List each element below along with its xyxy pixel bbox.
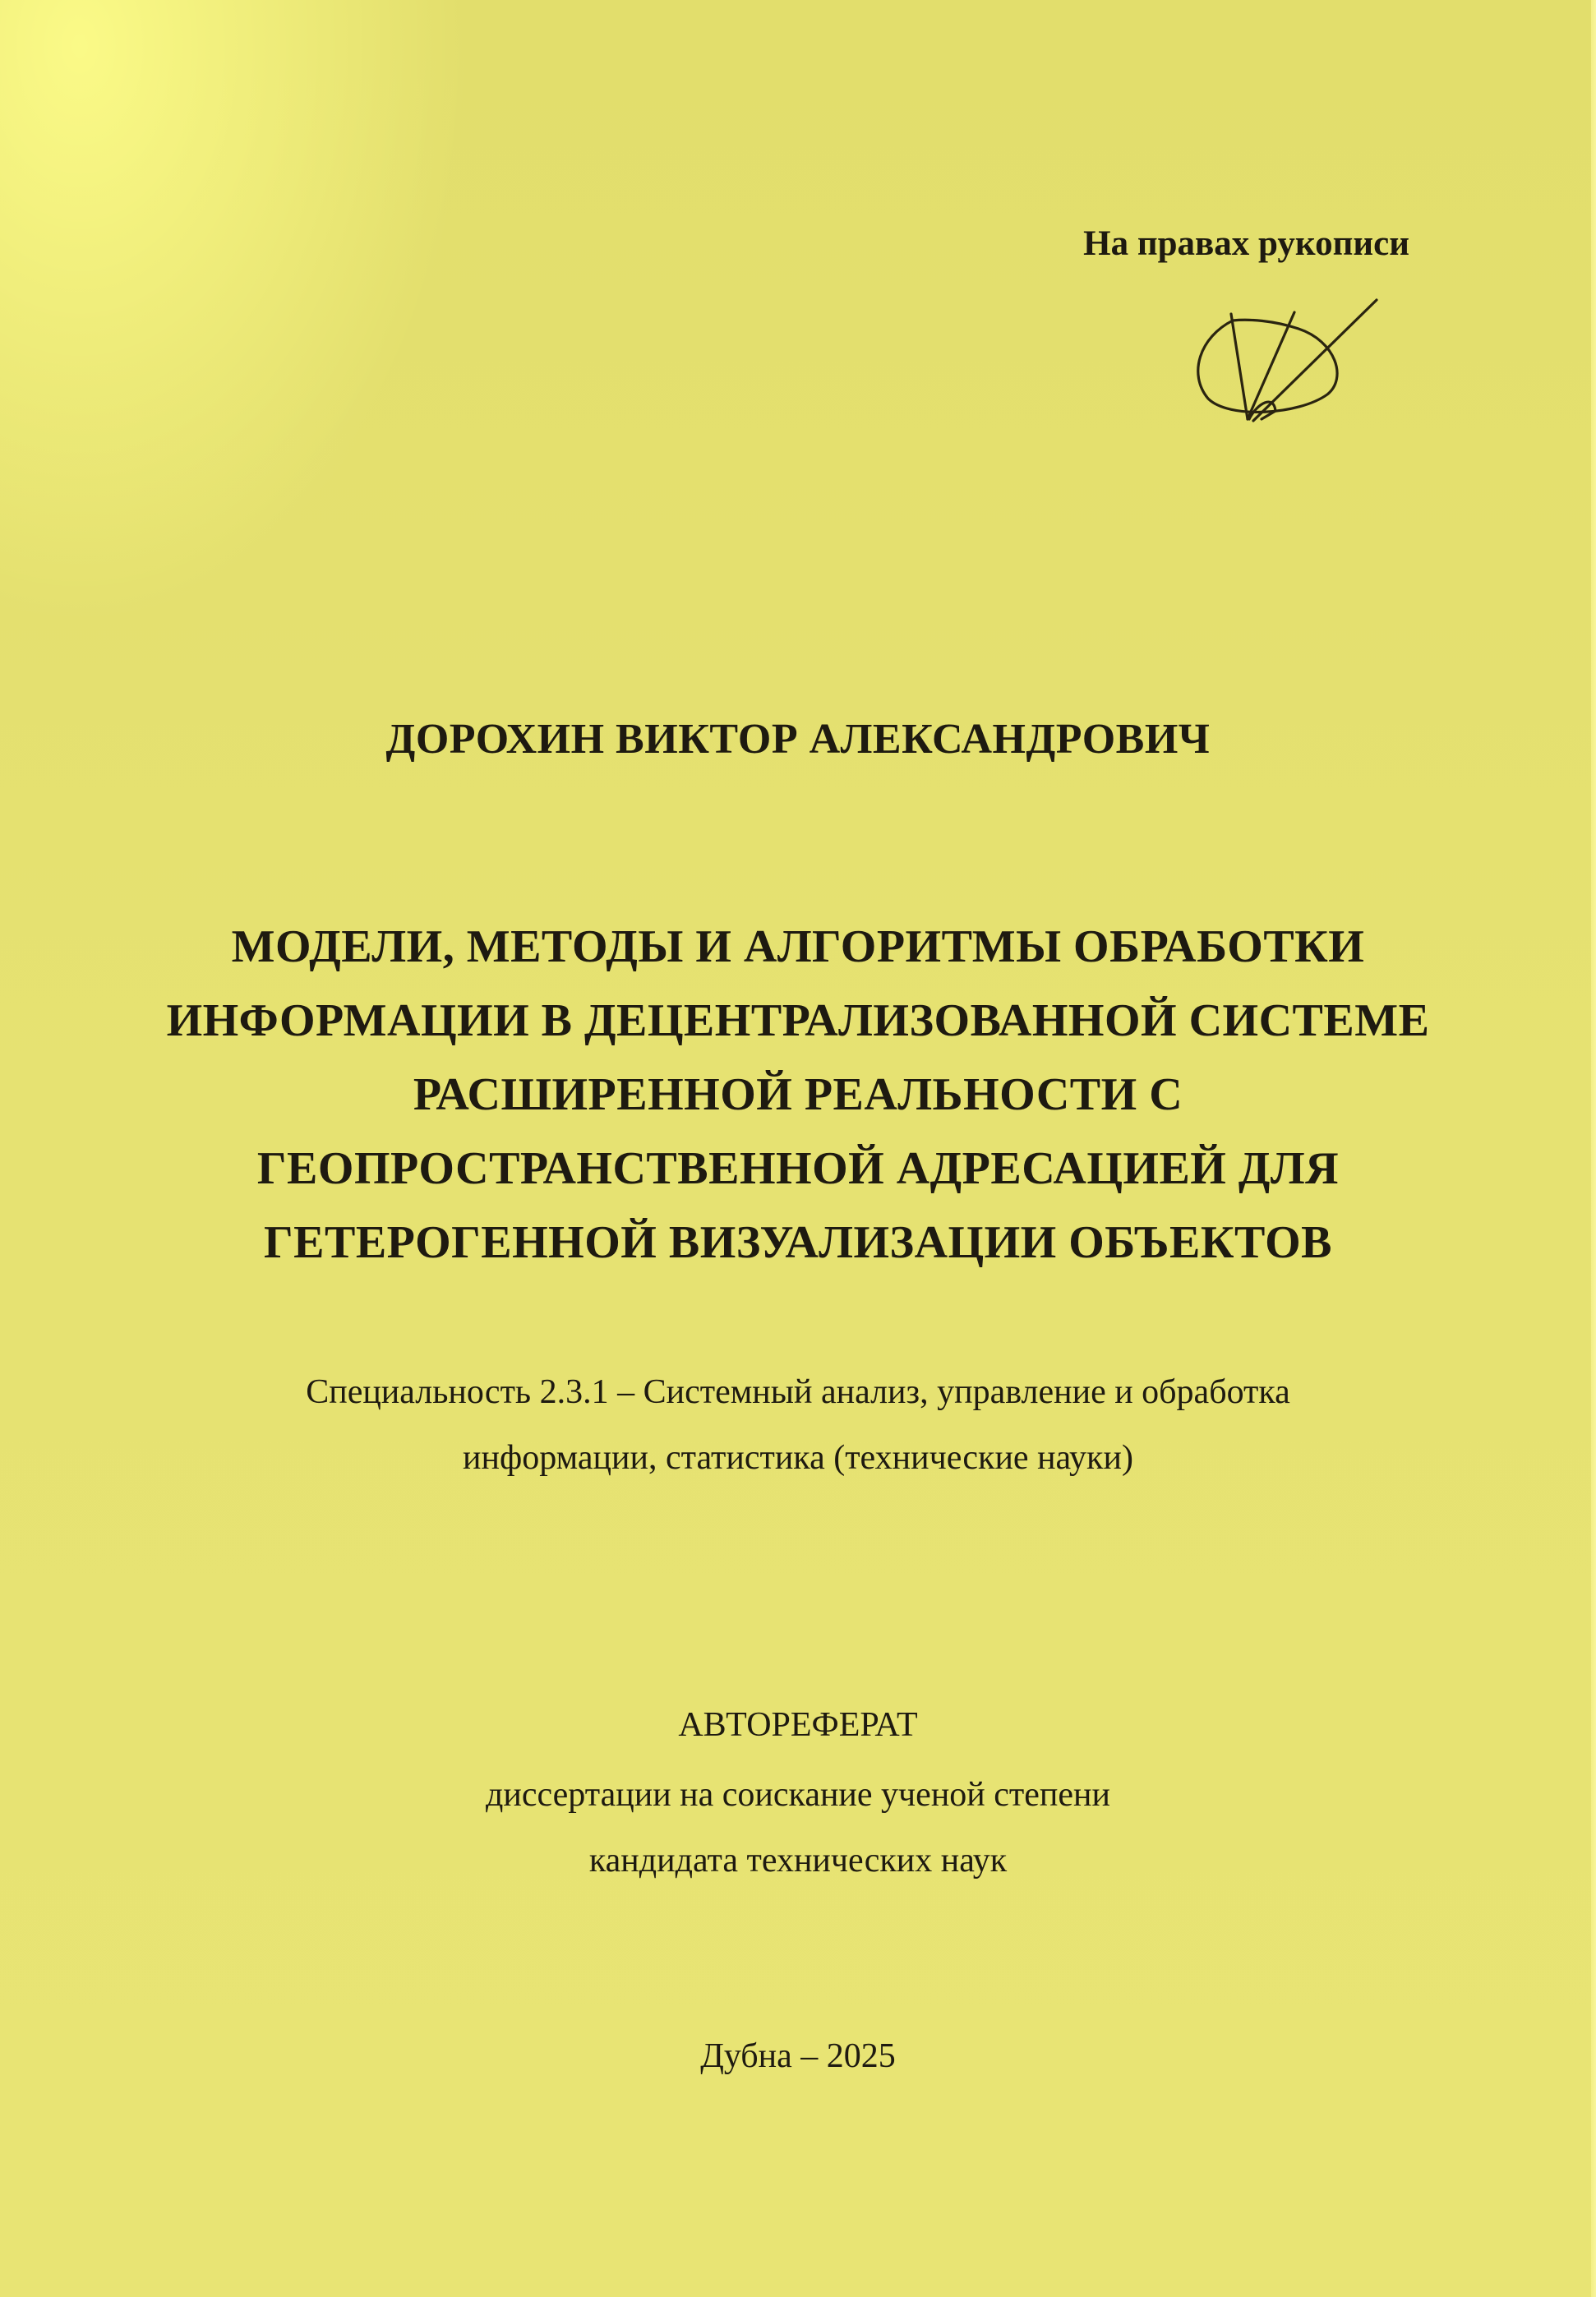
- manuscript-rights-label: На правах рукописи: [1083, 224, 1409, 263]
- abstract-heading: АВТОРЕФЕРАТ: [678, 1706, 918, 1744]
- title-line-1: МОДЕЛИ, МЕТОДЫ И АЛГОРИТМЫ ОБРАБОТКИ: [231, 921, 1365, 972]
- title-line-5: ГЕТЕРОГЕННОЙ ВИЗУАЛИЗАЦИИ ОБЪЕКТОВ: [264, 1217, 1332, 1268]
- author-name: ДОРОХИН ВИКТОР АЛЕКСАНДРОВИЧ: [385, 716, 1211, 763]
- abstract-line-2: диссертации на соискание ученой степени: [486, 1776, 1110, 1814]
- signature-icon: [1183, 296, 1397, 436]
- place-year: Дубна – 2025: [700, 2037, 896, 2075]
- specialty-line-2: информации, статистика (технические науки): [463, 1439, 1133, 1477]
- title-line-3: РАСШИРЕННОЙ РЕАЛЬНОСТИ С: [413, 1069, 1183, 1120]
- abstract-line-3: кандидата технических наук: [588, 1842, 1008, 1880]
- title-line-4: ГЕОПРОСТРАНСТВЕННОЙ АДРЕСАЦИЕЙ ДЛЯ: [256, 1143, 1340, 1194]
- specialty-line-1: Специальность 2.3.1 – Системный анализ, управление и обработка: [306, 1373, 1290, 1411]
- title-line-2: ИНФОРМАЦИИ В ДЕЦЕНТРАЛИЗОВАННОЙ СИСТЕМЕ: [166, 995, 1430, 1046]
